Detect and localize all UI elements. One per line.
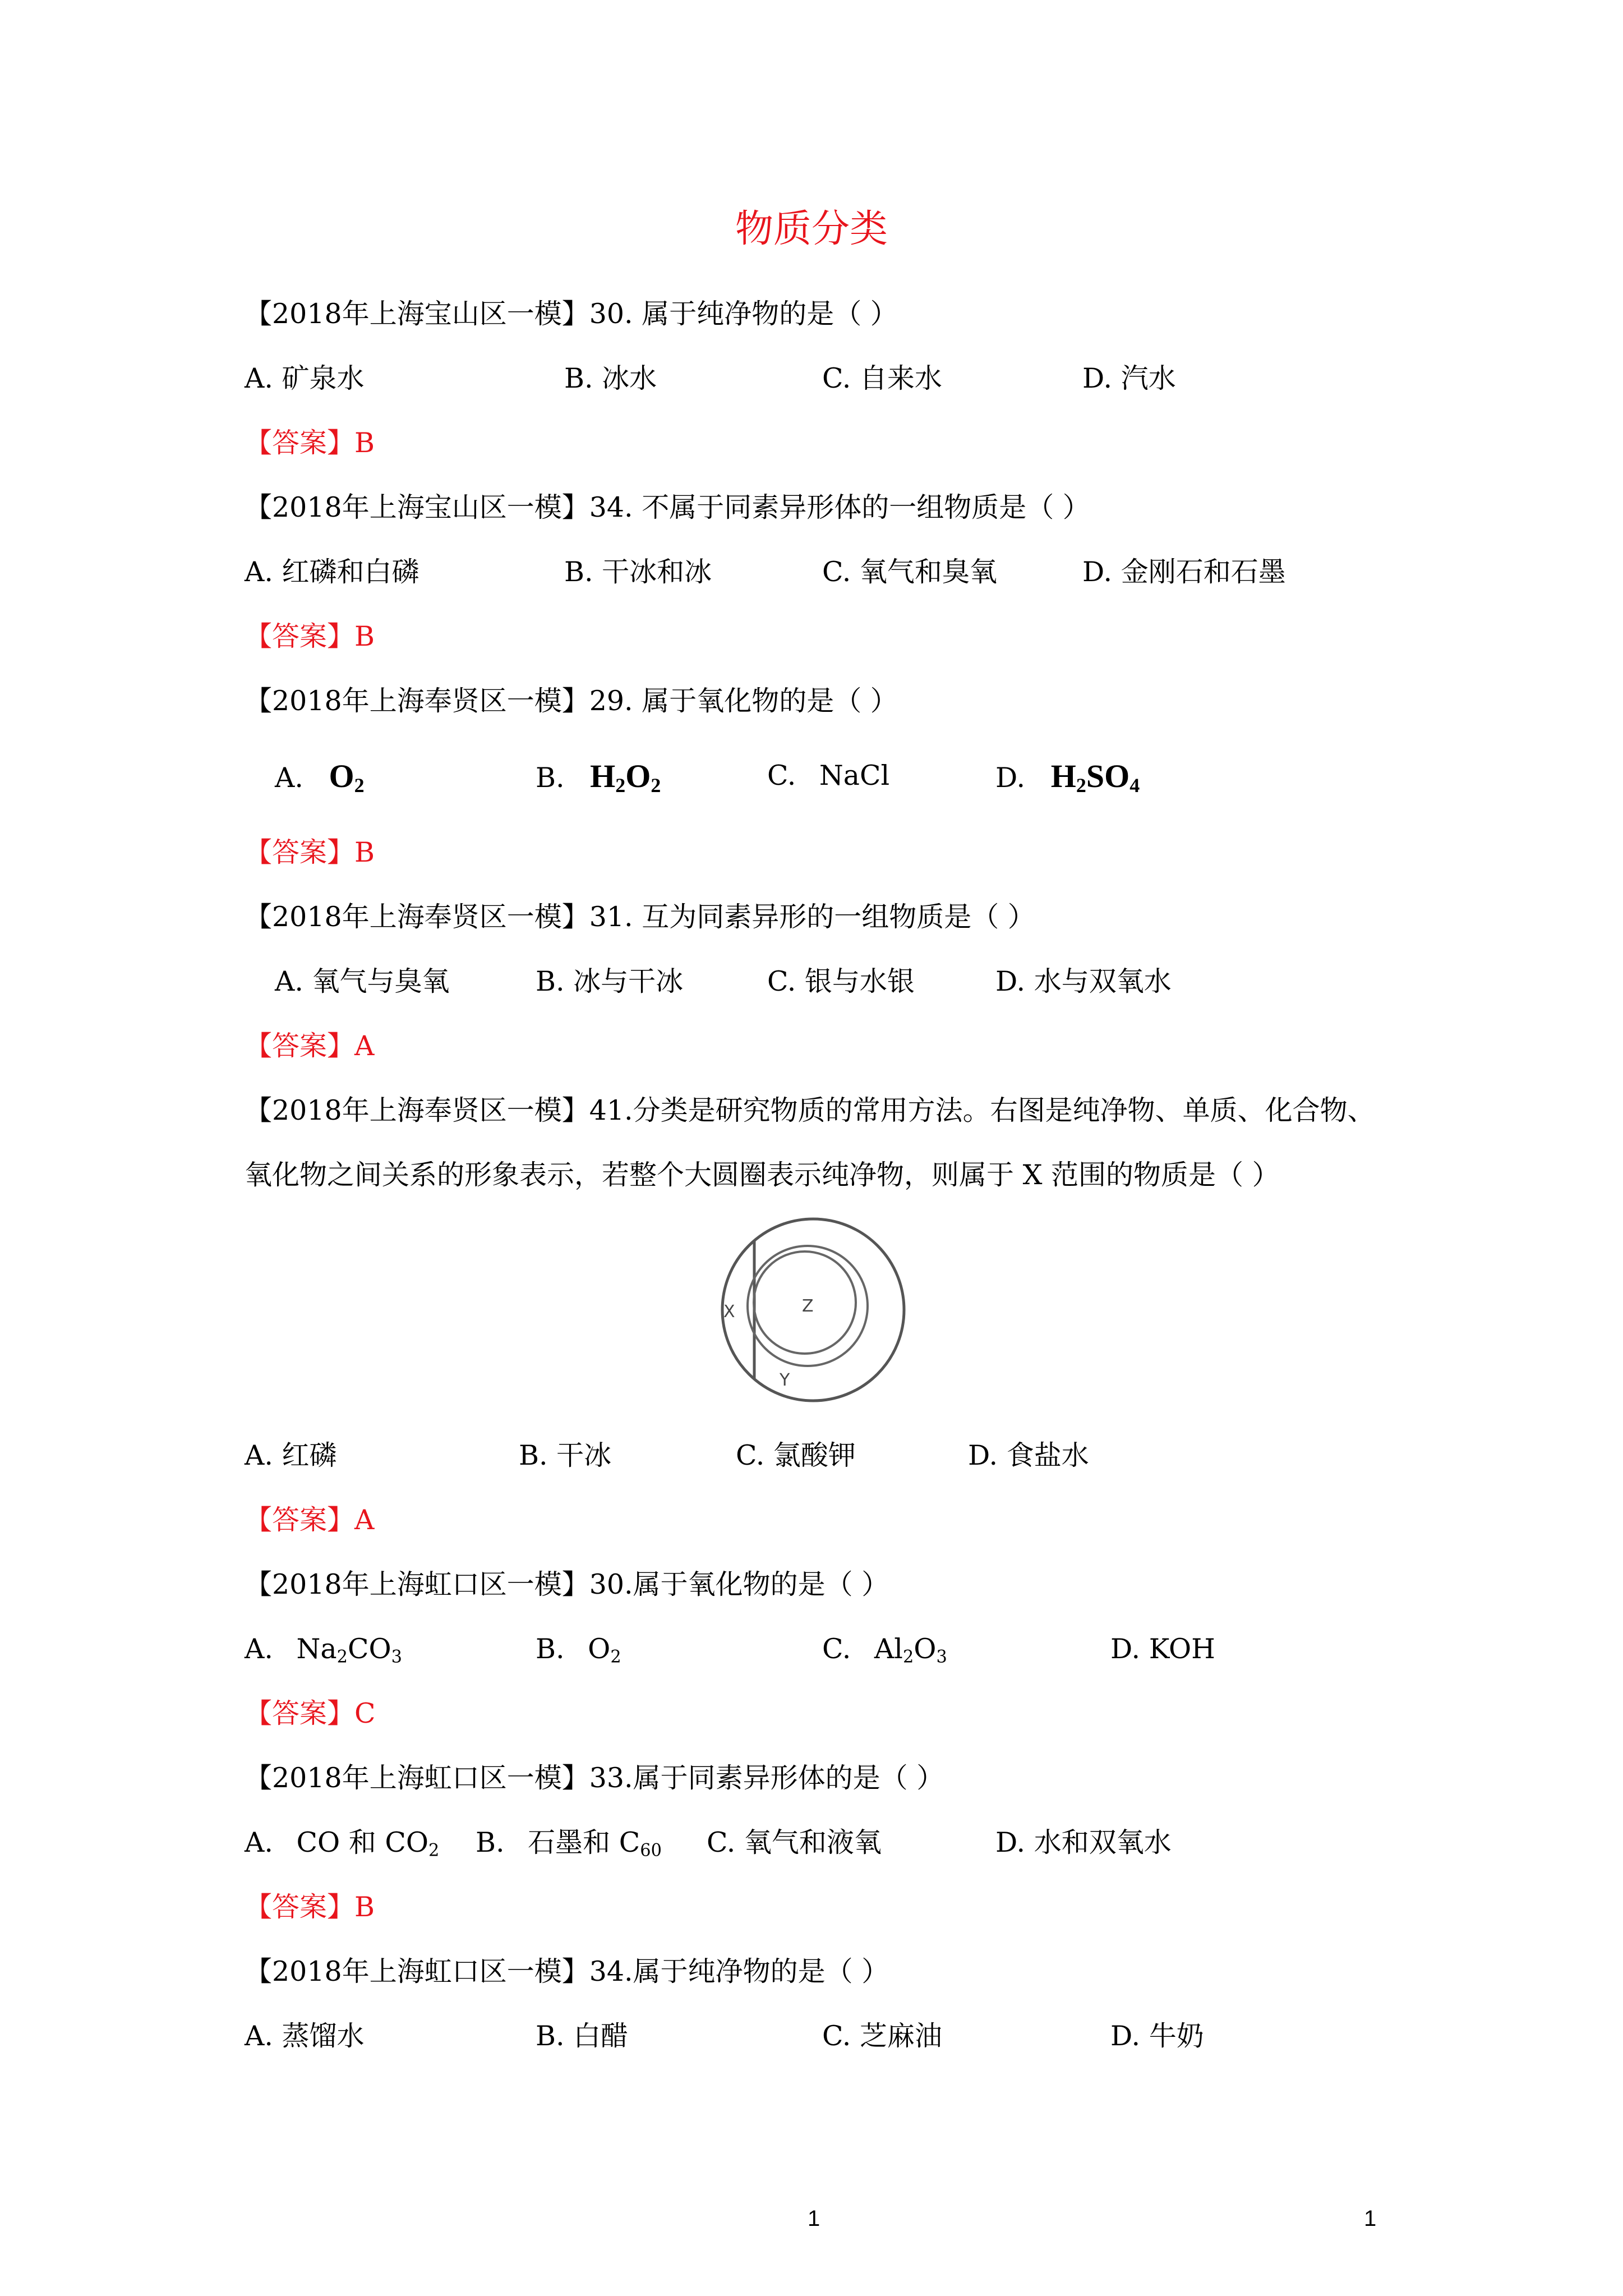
option-label: C.: [767, 760, 796, 792]
page-number-center: 1: [808, 2206, 820, 2231]
label-x: X: [723, 1302, 735, 1322]
option-b: B. 石墨和 $C_{60}$: [476, 1826, 662, 1861]
answer: 【答案】B: [245, 620, 375, 652]
answer: 【答案】A: [245, 1504, 375, 1536]
formula-a: $O_2$: [329, 758, 365, 797]
option-a: A. 矿泉水: [245, 362, 365, 394]
option-a: A. 红磷和白磷: [245, 556, 419, 588]
option-b: B. $O_2$: [536, 1633, 621, 1667]
label-z: Z: [802, 1296, 814, 1316]
option-a: A. 蒸馏水: [245, 2020, 365, 2052]
option-d: D. KOH: [1110, 1633, 1215, 1665]
option-d: D. 汽水: [1082, 362, 1176, 394]
question-stem: 【2018年上海虹口区一模】33.属于同素异形体的是（ ）: [245, 1762, 944, 1794]
option-d: D. 牛奶: [1110, 2020, 1204, 2052]
answer: 【答案】B: [245, 836, 375, 868]
option-c: C. 氧气和臭氧: [822, 556, 997, 588]
option-a: A. CO 和 $CO_2$: [245, 1826, 440, 1861]
option-a: A. $Na_2CO_3$: [245, 1633, 402, 1667]
option-b: [536, 758, 661, 797]
option-c: C. $Al_2O_3$: [822, 1633, 947, 1667]
formula-c: NaCl: [819, 760, 890, 792]
option-c: C. 芝麻油: [822, 2020, 942, 2052]
option-a: [275, 758, 365, 797]
option-label: B.: [536, 762, 565, 794]
option-d: [995, 758, 1140, 797]
option-b: B. 白醋: [536, 2020, 629, 2052]
question-stem: 【2018年上海宝山区一模】30. 属于纯净物的是（ ）: [245, 298, 898, 330]
option-c: C. 氯酸钾: [736, 1439, 856, 1471]
page-title: 物质分类: [735, 207, 888, 251]
option-b: B. 冰与干冰: [536, 965, 684, 997]
option-c: C. 银与水银: [767, 965, 915, 997]
question-stem: 【2018年上海奉贤区一模】29. 属于氧化物的是（ ）: [245, 685, 898, 717]
option-c: C. 自来水: [822, 362, 942, 394]
option-label: D.: [995, 762, 1026, 794]
option-c: [767, 760, 890, 792]
formula-b: $H_2O_2$: [590, 758, 661, 797]
question-stem: 【2018年上海虹口区一模】34.属于纯净物的是（ ）: [245, 1955, 889, 1987]
question-stem: 【2018年上海虹口区一模】30.属于氧化物的是（ ）: [245, 1568, 889, 1600]
option-b: B. 干冰和冰: [564, 556, 712, 588]
page-number-right: 1: [1364, 2206, 1377, 2231]
option-a: A. 氧气与臭氧: [275, 965, 450, 997]
label-y: Y: [780, 1370, 790, 1390]
option-label: A.: [275, 762, 303, 794]
option-d: D. 食盐水: [968, 1439, 1089, 1471]
option-a: A. 红磷: [245, 1439, 337, 1471]
option-d: D. 金刚石和石墨: [1082, 556, 1286, 588]
question-stem-line1: 【2018年上海奉贤区一模】41.分类是研究物质的常用方法。右图是纯净物、单质、化合物、: [245, 1094, 1375, 1126]
answer: 【答案】B: [245, 1891, 375, 1923]
answer: 【答案】A: [245, 1030, 375, 1062]
question-stem-line2: 氧化物之间关系的形象表示，若整个大圆圈表示纯净物，则属于 X 范围的物质是（ ）: [245, 1159, 1280, 1191]
question-stem: 【2018年上海奉贤区一模】31. 互为同素异形的一组物质是（ ）: [245, 901, 1035, 933]
option-d: D. 水和双氧水: [995, 1826, 1172, 1858]
option-d: D. 水与双氧水: [995, 965, 1172, 997]
answer: 【答案】C: [245, 1697, 376, 1729]
option-b: B. 冰水: [564, 362, 657, 394]
option-c: C. 氧气和液氧: [707, 1826, 882, 1858]
question-stem: 【2018年上海宝山区一模】34. 不属于同素异形体的一组物质是（ ）: [245, 491, 1090, 523]
classification-diagram: [695, 1217, 931, 1402]
answer: 【答案】B: [245, 427, 375, 459]
option-b: B. 干冰: [519, 1439, 612, 1471]
formula-d: $H_2SO_4$: [1050, 758, 1140, 797]
